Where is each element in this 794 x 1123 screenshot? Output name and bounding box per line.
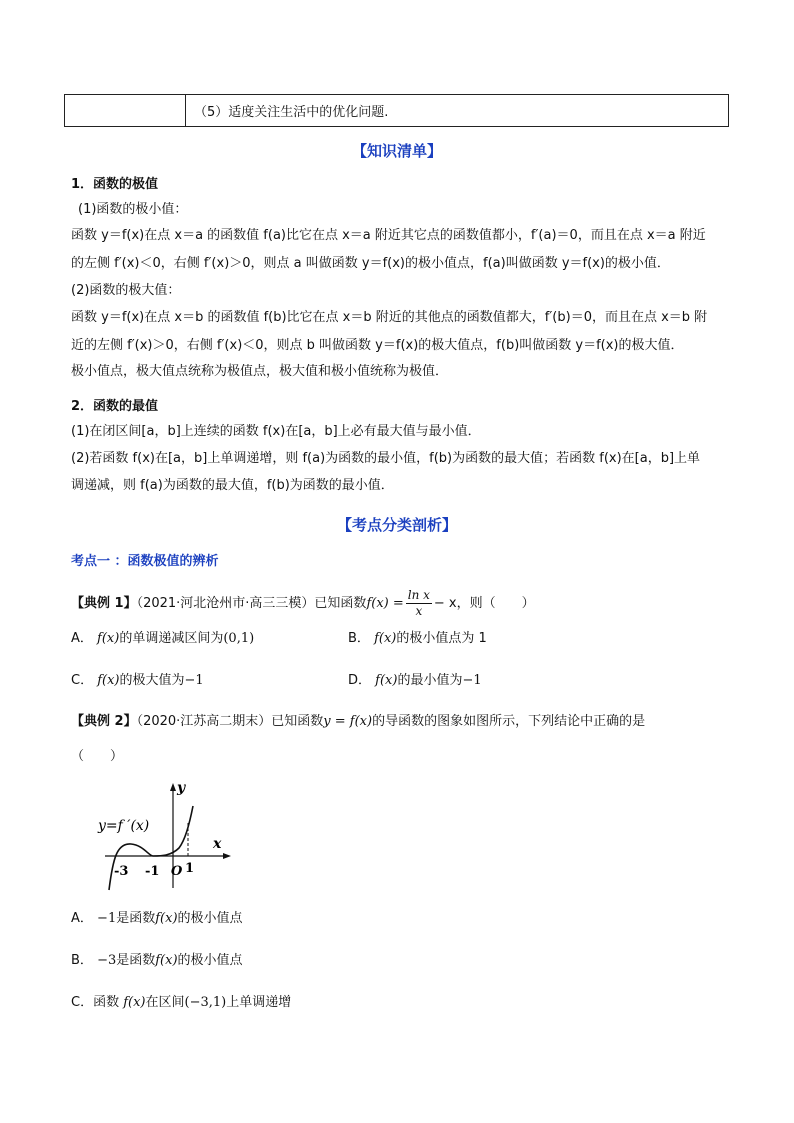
- kp1-sub2: (2)函数的极大值：: [71, 283, 181, 298]
- tick-neg1: -1: [145, 864, 160, 879]
- section-title-analysis: 【考点分类剖析】: [336, 516, 457, 534]
- kp1-sub1: (1)函数的极小值：: [78, 202, 188, 217]
- table-left-cell: [65, 95, 186, 127]
- y-axis-arrow: [170, 783, 176, 791]
- kp2-line3: 调递减，则 f(a)为函数的最大值，f(b)为函数的最小值．: [71, 478, 394, 493]
- ex1-option-b[interactable]: [348, 630, 487, 648]
- ex1-a-interval: (0,1): [223, 631, 255, 646]
- y-axis-label: y: [177, 780, 186, 796]
- kp1-sub1-line1: 函数 y＝f(x)在点 x＝a 的函数值 f(a)比它在点 x＝a 附近其它点的函数值都小，f′(a)＝0，而且在点 x＝a 附近: [71, 228, 706, 243]
- ex1-option-d[interactable]: [348, 672, 482, 690]
- kp1-sub1-line2: 的左侧 f′(x)＜0，右侧 f′(x)＞0，则点 a 叫做函数 y＝f(x)的极小值点，f(a)叫做函数 y＝f(x)的极小值．: [71, 256, 670, 271]
- tick-neg3: -3: [114, 864, 129, 879]
- table-right-cell: （5）适度关注生活中的优化问题.: [186, 95, 729, 127]
- ex1-d-label: D．: [348, 673, 372, 688]
- ex2-option-a[interactable]: [71, 910, 243, 928]
- tick-1: 1: [185, 861, 195, 876]
- ex1-prefix: 【典例 1】: [71, 596, 137, 611]
- ex1-a-text: 的单调递减区间为: [119, 631, 224, 646]
- ex1-b-fx: f(x): [374, 631, 397, 646]
- ex2-c-label: C．函数: [71, 995, 120, 1010]
- ex2-a-val: −1: [97, 911, 117, 926]
- x-axis-arrow: [223, 853, 231, 859]
- ex2-paren: （ ）: [71, 749, 124, 764]
- ex1-tail: − x，则（ ）: [433, 596, 535, 611]
- origin-label: O: [171, 864, 183, 879]
- ex2-a-text2: 的极小值点: [177, 911, 243, 926]
- ex2-eq: y = f(x): [323, 714, 373, 729]
- graph-label: y=f ′(x): [98, 818, 150, 834]
- ex1-question: [71, 588, 535, 619]
- ex1-d-text: 的最小值为: [397, 673, 463, 688]
- ex2-option-c[interactable]: [71, 994, 291, 1012]
- ex1-frac-num: ln x: [407, 588, 430, 602]
- kp1-summary: 极小值点，极大值点统称为极值点，极大值和极小值统称为极值．: [71, 364, 449, 379]
- ex2-b-val: −3: [97, 953, 117, 968]
- ex2-b-text1: 是函数: [116, 953, 156, 968]
- ex1-option-a[interactable]: [71, 630, 254, 648]
- ex1-fraction: [406, 588, 432, 619]
- ex1-b-label: B．: [348, 631, 370, 646]
- ex2-b-label: B．: [71, 953, 93, 968]
- ex2-c-text2: 上单调递增: [226, 995, 292, 1010]
- ex2-b-fx: f(x): [155, 953, 178, 968]
- ex2-b-text2: 的极小值点: [177, 953, 243, 968]
- ex2-c-text1: 在区间: [145, 995, 185, 1010]
- ex1-b-text: 的极小值点为 1: [396, 631, 487, 646]
- x-axis-label: x: [213, 836, 222, 852]
- derivative-graph: [95, 778, 240, 893]
- ex2-a-label: A．: [71, 911, 93, 926]
- ex2-option-b[interactable]: [71, 952, 243, 970]
- ex1-a-fx: f(x): [97, 631, 120, 646]
- objectives-table: [64, 94, 729, 127]
- ex1-c-text: 的极大值为: [119, 673, 185, 688]
- ex2-a-fx: f(x): [155, 911, 178, 926]
- kp1-sub2-line1: 函数 y＝f(x)在点 x＝b 的函数值 f(b)比它在点 x＝b 附近的其他点的函数值都大，f′(b)＝0，而且在点 x＝b 附: [71, 310, 708, 325]
- ex2-source: （2020·江苏高二期末）已知函数: [136, 714, 324, 729]
- ex1-c-label: C．: [71, 673, 94, 688]
- ex1-option-c[interactable]: [71, 672, 204, 690]
- ex1-a-label: A．: [71, 631, 93, 646]
- ex1-d-fx: f(x): [375, 673, 398, 688]
- kp2-heading: 2．函数的最值: [71, 399, 159, 414]
- kp2-line2: (2)若函数 f(x)在[a，b]上单调递增，则 f(a)为函数的最小值，f(b)为函数的最大值；若函数 f(x)在[a，b]上单: [71, 451, 701, 466]
- ex2-text: 的导函数的图象如图所示，下列结论中正确的是: [372, 714, 646, 729]
- ex1-c-val: −1: [184, 673, 204, 688]
- kp1-heading: 1．函数的极值: [71, 177, 159, 192]
- ex2-prefix: 【典例 2】: [71, 714, 137, 729]
- ex2-c-interval: (−3,1): [184, 995, 227, 1010]
- ex2-question: [71, 713, 645, 731]
- ex1-frac-den: x: [415, 604, 423, 618]
- ex2-c-fx: f(x): [123, 995, 146, 1010]
- section-title-knowledge: 【知识清单】: [351, 142, 442, 160]
- topic1-heading: 考点一 ：函数极值的辨析: [71, 554, 219, 569]
- kp1-sub2-line2: 近的左侧 f′(x)＞0，右侧 f′(x)＜0，则点 b 叫做函数 y＝f(x)的极大值点，f(b)叫做函数 y＝f(x)的极大值．: [71, 338, 684, 353]
- kp2-line1: (1)在闭区间[a，b]上连续的函数 f(x)在[a，b]上必有最大值与最小值．: [71, 424, 481, 439]
- ex1-c-fx: f(x): [97, 673, 120, 688]
- ex2-a-text1: 是函数: [116, 911, 156, 926]
- ex1-fx: f(x) =: [366, 596, 404, 611]
- ex1-d-val: −1: [462, 673, 482, 688]
- ex1-source: （2021·河北沧州市·高三三模）已知函数: [136, 596, 367, 611]
